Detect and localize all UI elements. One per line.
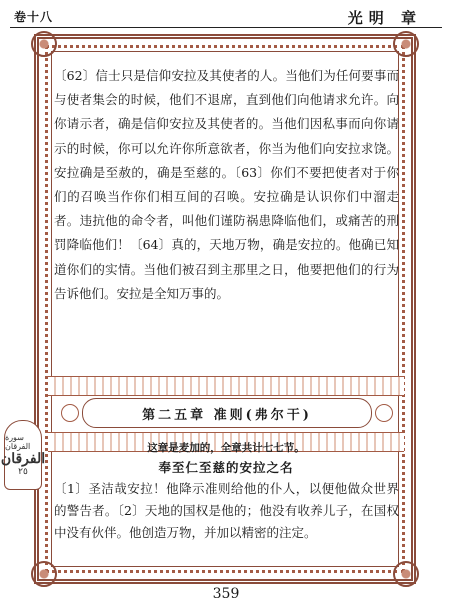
side-tab-title: الفرقان xyxy=(0,451,46,467)
running-header-volume: 卷十八 xyxy=(14,10,54,24)
chapter-banner xyxy=(82,398,372,428)
chapter-title: 第二五章 准则(弗尔干) xyxy=(142,407,312,423)
body-paragraph: 〔62〕信士只是信仰安拉及其使者的人。当他们为任何要事而与使者集会的时候，他们不退席，直到他们向他请求允许。向你请示者，确是信仰安拉及其使者的。当他们因私事而向你请示的时候，你可以允许你所意欲者，你当为他们向安拉求饶。安拉确是至赦的，确是至慈的。〔63〕你们不要把使者对于你们的召唤当作你们相互间的召唤。安拉确是认识你们中溜走者。违抗他的命令者，叫他们谨防祸患降临他们，或痛苦的刑罚降临他们！〔64〕真的，天地万物，确是安拉的。他确已知道你们的实情。当他们被召到主那里之日，他要把他们的行为告诉他们。安拉是全知万事的。 xyxy=(54,68,399,301)
body-text xyxy=(54,64,399,306)
side-tab-number: ٢٥ xyxy=(18,467,28,477)
basmala: 奉至仁至慈的安拉之名 xyxy=(158,460,294,475)
corner-ornament-icon xyxy=(393,31,419,57)
running-header-chapter: 光明 章 xyxy=(347,9,422,27)
decorative-band-upper xyxy=(48,376,404,396)
chapter-note: 这章是麦加的，全章共计七七节。 xyxy=(147,442,305,454)
header-rule xyxy=(10,27,442,28)
corner-ornament-icon xyxy=(31,561,57,587)
corner-ornament-icon xyxy=(31,31,57,57)
chapter-text: 〔1〕圣洁哉安拉！他降示准则给他的仆人，以便他做众世界的警告者。〔2〕天地的国权是他的；他没有收养儿子，在国权中没有伙伴。他创造万物，并加以精密的注定。 xyxy=(54,481,399,540)
side-tab-arabic: سورة الفرقان xyxy=(5,433,31,451)
page-number: 359 xyxy=(212,586,240,602)
side-thumb-tab xyxy=(0,420,46,490)
corner-ornament-icon xyxy=(393,561,419,587)
